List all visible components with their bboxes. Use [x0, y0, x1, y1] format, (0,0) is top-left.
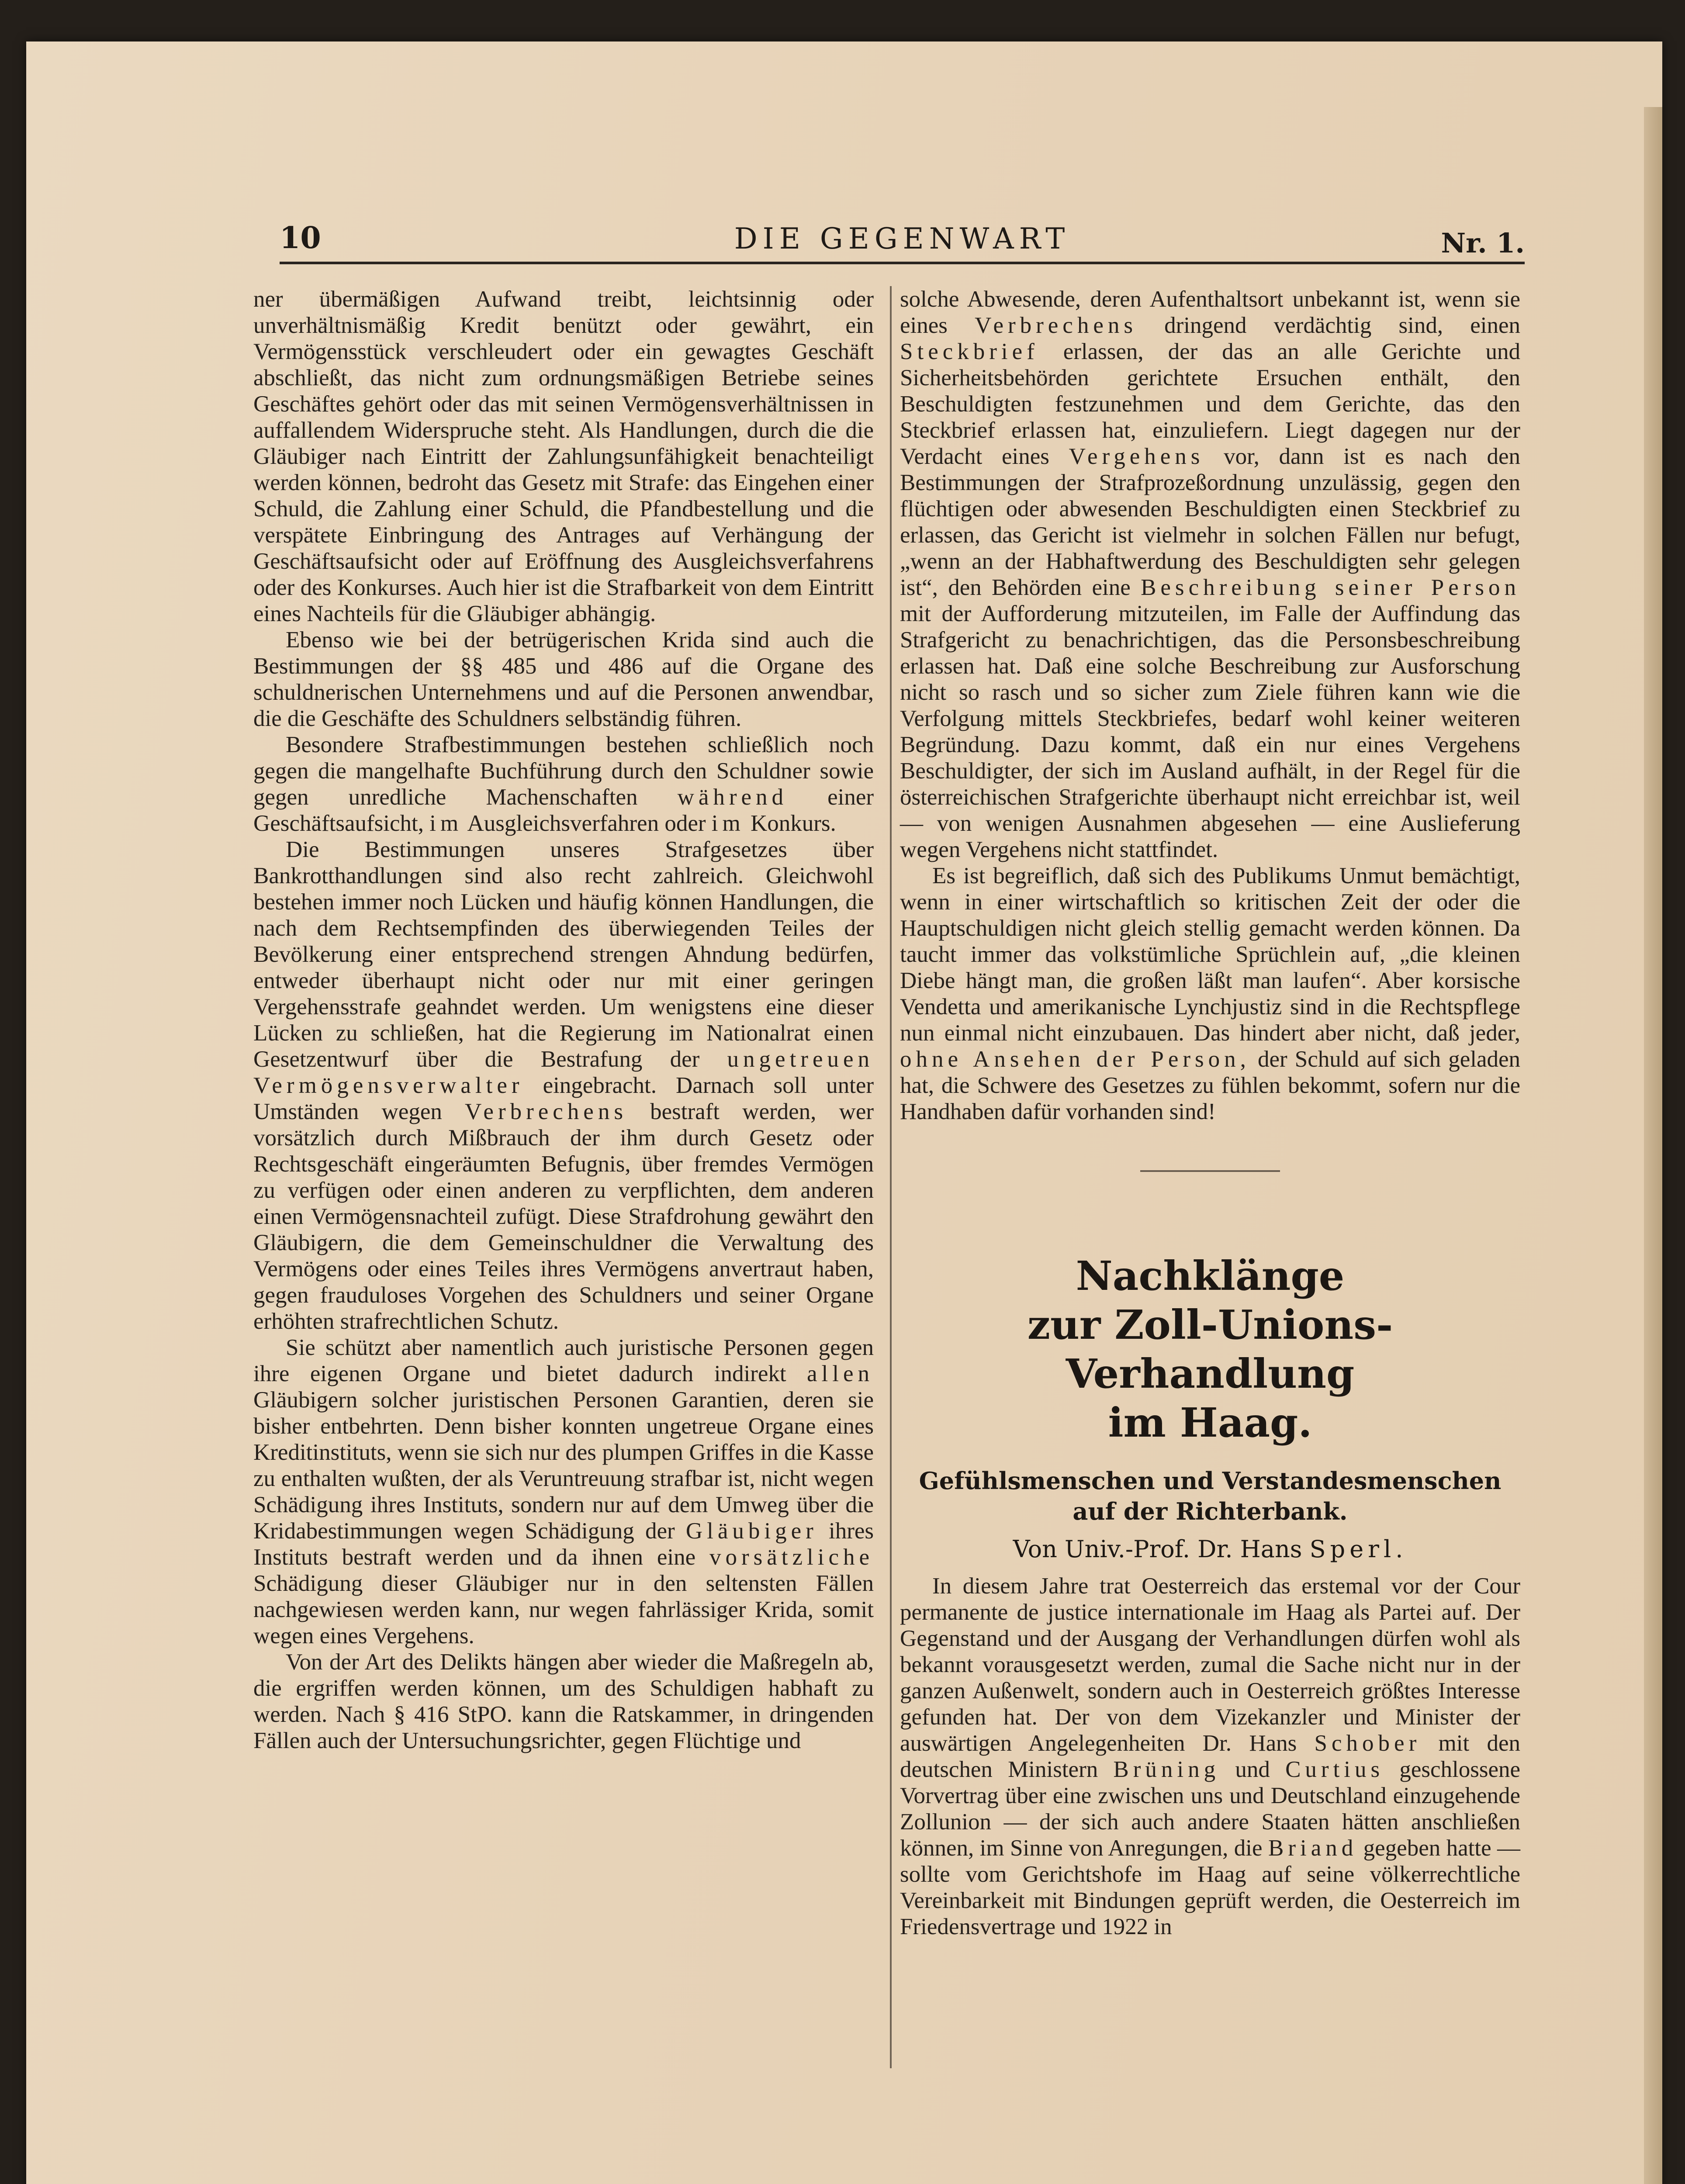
spaced-emphasis: Schober	[1314, 1731, 1421, 1756]
article-heading-line: im Haag.	[1108, 1399, 1312, 1446]
article-subheading: Gefühlsmenschen und Verstandesmenschen auf der Richterbank.	[919, 1467, 1502, 1525]
section-separator	[1140, 1170, 1280, 1172]
paragraph: Besondere Strafbestimmungen bestehen schließlich noch gegen die mangelhafte Buchführung durch den Schuldner sowie gegen unredliche Machenschaften während einer Geschäftsaufsicht, im Ausgleichsverfahren oder im Konkurs.	[253, 732, 874, 836]
spaced-emphasis: Brüning	[1113, 1757, 1220, 1782]
spaced-emphasis: im	[429, 811, 463, 836]
left-column	[253, 286, 874, 1754]
column-divider	[890, 286, 892, 2068]
paragraph: Ebenso wie bei der betrügerischen Krida sind auch die Bestimmungen der §§ 485 und 486 auf die Organe des schuldnerischen Unternehmens und auf die Personen anwendbar, die die Geschäfte des Schuldners selbständig führen.	[253, 627, 874, 731]
paragraph: Von der Art des Delikts hängen aber wieder die Maßregeln ab, die ergriffen werden können, um des Schuldigen habhaft zu werden. Nach § 416 StPO. kann die Ratskammer, in dringenden Fällen auch der Untersuchungsrichter, gegen Flüchtige und	[253, 1649, 874, 1753]
spaced-emphasis: Vergehens	[1069, 444, 1204, 469]
running-head	[280, 220, 1525, 264]
issue-number: Nr. 1.	[1441, 227, 1525, 259]
spaced-emphasis: Verbrechens	[465, 1099, 627, 1124]
journal-title: DIE GEGENWART	[734, 222, 1070, 256]
article-body: In diesem Jahre trat Oesterreich das erstemal vor der Cour permanente de justice internationale im Haag als Partei auf. Der Gegenstand und der Ausgang der Verhandlungen dürfen wohl als bekannt vorausgesetzt werden, zumal die Sache nicht nur in der ganzen Außenwelt, sondern auch in Oesterreich größtes Interesse gefunden hat. Der von dem Vizekanzler und Minister der auswärtigen Angelegenheiten Dr. Hans Schober mit den deutschen Ministern Brüning und Curtius geschlossene Vorvertrag über eine zwischen uns und Deutschland einzugehende Zollunion — der sich auch andere Staaten hätten anschließen können, im Sinne von Anregungen, die Briand gegeben hatte — sollte vom Gerichtshofe im Haag auf seine völkerrechtliche Vereinbarkeit mit Bindungen geprüft werden, die Oesterreich im Friedensvertrage und 1922 in	[900, 1573, 1521, 1939]
paragraph: solche Abwesende, deren Aufenthaltsort unbekannt ist, wenn sie eines Verbrechens dringend verdächtig sind, einen Steckbrief erlassen, der das an alle Gerichte und Sicherheitsbehörden gerichtete Ersuchen enthält, den Beschuldigten festzunehmen und dem Gerichte, das den Steckbrief erlassen hat, einzuliefern. Liegt dagegen nur der Verdacht eines Vergehens vor, dann ist es nach den Bestimmungen der Strafprozeßordnung unzulässig, gegen den flüchtigen oder abwesenden Beschuldigten einen Steckbrief zu erlassen, das Gericht ist vielmehr in solchen Fällen nur befugt, „wenn an der Habhaftwerdung des Beschuldigten sehr gelegen ist“, den Behörden eine Beschreibung seiner Person mit der Aufforderung mitzuteilen, im Falle der Auffindung das Strafgericht zu benachrichtigen, das die Personsbeschreibung erlassen hat. Daß eine solche Beschreibung zur Ausforschung nicht so rasch und so sicher zum Ziele führen kann wie die Verfolgung mittels Steckbriefes, bedarf wohl keiner weiteren Begründung. Dazu kommt, daß ein nur eines Vergehens Beschuldigter, der sich im Ausland aufhält, in der Regel für die österreichischen Strafgerichte überhaupt nicht erreichbar ist, weil — von wenigen Ausnahmen abgesehen — eine Auslieferung wegen Vergehens nicht stattfindet.	[900, 287, 1521, 862]
spaced-emphasis: Briand	[1268, 1835, 1358, 1861]
article-header	[900, 1251, 1520, 1565]
paragraph: Sie schützt aber namentlich auch juristische Personen gegen ihre eigenen Organe und bietet dadurch indirekt allen Gläubigern solcher juristischen Personen Garantien, deren sie bisher entbehrten. Denn bisher konnten ungetreue Organe eines Kreditinstituts, wenn sie sich nur des plumpen Griffes in die Kasse zu enthalten wußten, der als Veruntreuung strafbar ist, nicht wegen Schädigung ihres Instituts, sondern nur auf dem Umweg über die Kridabestimmungen wegen Schädigung der Gläubiger ihres Instituts bestraft werden und da ihnen eine vorsätzliche Schädigung dieser Gläubiger nur in den seltensten Fällen nachgewiesen werden kann, nur wegen fahrlässiger Krida, somit wegen eines Vergehens.	[253, 1335, 874, 1648]
article-heading-line: Nachklänge	[1076, 1252, 1345, 1299]
spaced-emphasis: allen	[807, 1361, 874, 1386]
spaced-emphasis: im	[711, 811, 745, 836]
article-byline: Von Univ.-Prof. Dr. Hans Sperl.	[1013, 1535, 1408, 1563]
author-name: Sperl.	[1309, 1535, 1408, 1563]
spaced-emphasis: Gläubiger	[685, 1518, 818, 1544]
spaced-emphasis: vorsätzliche	[709, 1545, 874, 1570]
paragraph: ner übermäßigen Aufwand treibt, leichtsinnig oder unverhältnismäßig Kredit benützt oder gewährt, ein Vermögensstück verschleudert oder ein gewagtes Geschäft abschließt, das nicht zum ordnungsmäßigen Betriebe seines Geschäftes gehört oder das mit seinen Vermögensverhältnissen in auffallendem Widerspruche steht. Als Handlungen, durch die die Gläubiger nach Eintritt der Zahlungsunfähigkeit benachteiligt werden können, bedroht das Gesetz mit Strafe: das Eingehen einer Schuld, die Zahlung einer Schuld, die Pfandbestellung und die verspätete Einbringung des Antrages auf Verhängung der Geschäftsaufsicht oder auf Eröffnung des Ausgleichsverfahrens oder des Konkurses. Auch hier ist die Strafbarkeit von dem Eintritt eines Nachteils für die Gläubiger abhängig.	[253, 287, 874, 626]
page-edge	[1644, 107, 1662, 2184]
spaced-emphasis: ungetreuen Vermögensverwalter	[253, 1047, 874, 1098]
spaced-emphasis: Verbrechens	[975, 313, 1137, 338]
spaced-emphasis: während	[677, 784, 788, 810]
spaced-emphasis: Beschreibung seiner Person	[1141, 575, 1520, 600]
page-sheet	[26, 41, 1662, 2184]
spaced-emphasis: Steckbrief	[900, 339, 1039, 364]
page-number: 10	[280, 221, 321, 256]
paragraph: Die Bestimmungen unseres Strafgesetzes über Bankrotthandlungen sind also recht zahlreich. Gleichwohl bestehen immer noch Lücken und häufig können Handlungen, die nach dem Rechtsempfinden des überwiegenden Teiles der Bevölkerung einer entsprechend strengen Ahndung bedürfen, entweder überhaupt nicht oder nur mit einer geringen Vergehensstrafe geahndet werden. Um wenigstens eine dieser Lücken zu schließen, hat die Regierung im Nationalrat einen Gesetzentwurf über die Bestrafung der ungetreuen Vermögensverwalter eingebracht. Darnach soll unter Umständen wegen Verbrechens bestraft werden, wer vorsätzlich durch Mißbrauch der ihm durch Gesetz oder Rechtsgeschäft eingeräumten Befugnis, über fremdes Vermögen zu verfügen oder einen anderen zu verpflichten, dem anderen einen Vermögensnachteil zufügt. Diese Strafdrohung gewährt den Gläubigern, die dem Gemeinschuldner die Verwaltung des Vermögens oder eines Teiles ihres Vermögens anvertraut haben, gegen frauduloses Vorgehen des Schuldners und seiner Organe erhöhten strafrechtlichen Schutz.	[253, 837, 874, 1334]
article-heading-line: zur Zoll-Unions-Verhandlung	[1027, 1301, 1393, 1397]
spaced-emphasis: Curtius	[1285, 1757, 1384, 1782]
paragraph: Es ist begreiflich, daß sich des Publikums Unmut bemächtigt, wenn in einer wirtschaftlich so kritischen Zeit der oder die Hauptschuldigen nicht gleich stellig gemacht werden können. Da taucht immer das volkstümliche Sprüchlein auf, „die kleinen Diebe hängt man, die großen läßt man laufen“. Aber korsische Vendetta und amerikanische Lynchjustiz sind in die Rechtspflege nun einmal nicht einzubauen. Das hindert aber nicht, daß jeder, ohne Ansehen der Person, der Schuld auf sich geladen hat, die Schwere des Gesetzes zu fühlen bekommt, sofern nur die Handhaben dafür vorhanden sind!	[900, 863, 1520, 1124]
spaced-emphasis: ohne Ansehen der Person,	[900, 1047, 1250, 1072]
right-column	[900, 286, 1520, 1940]
